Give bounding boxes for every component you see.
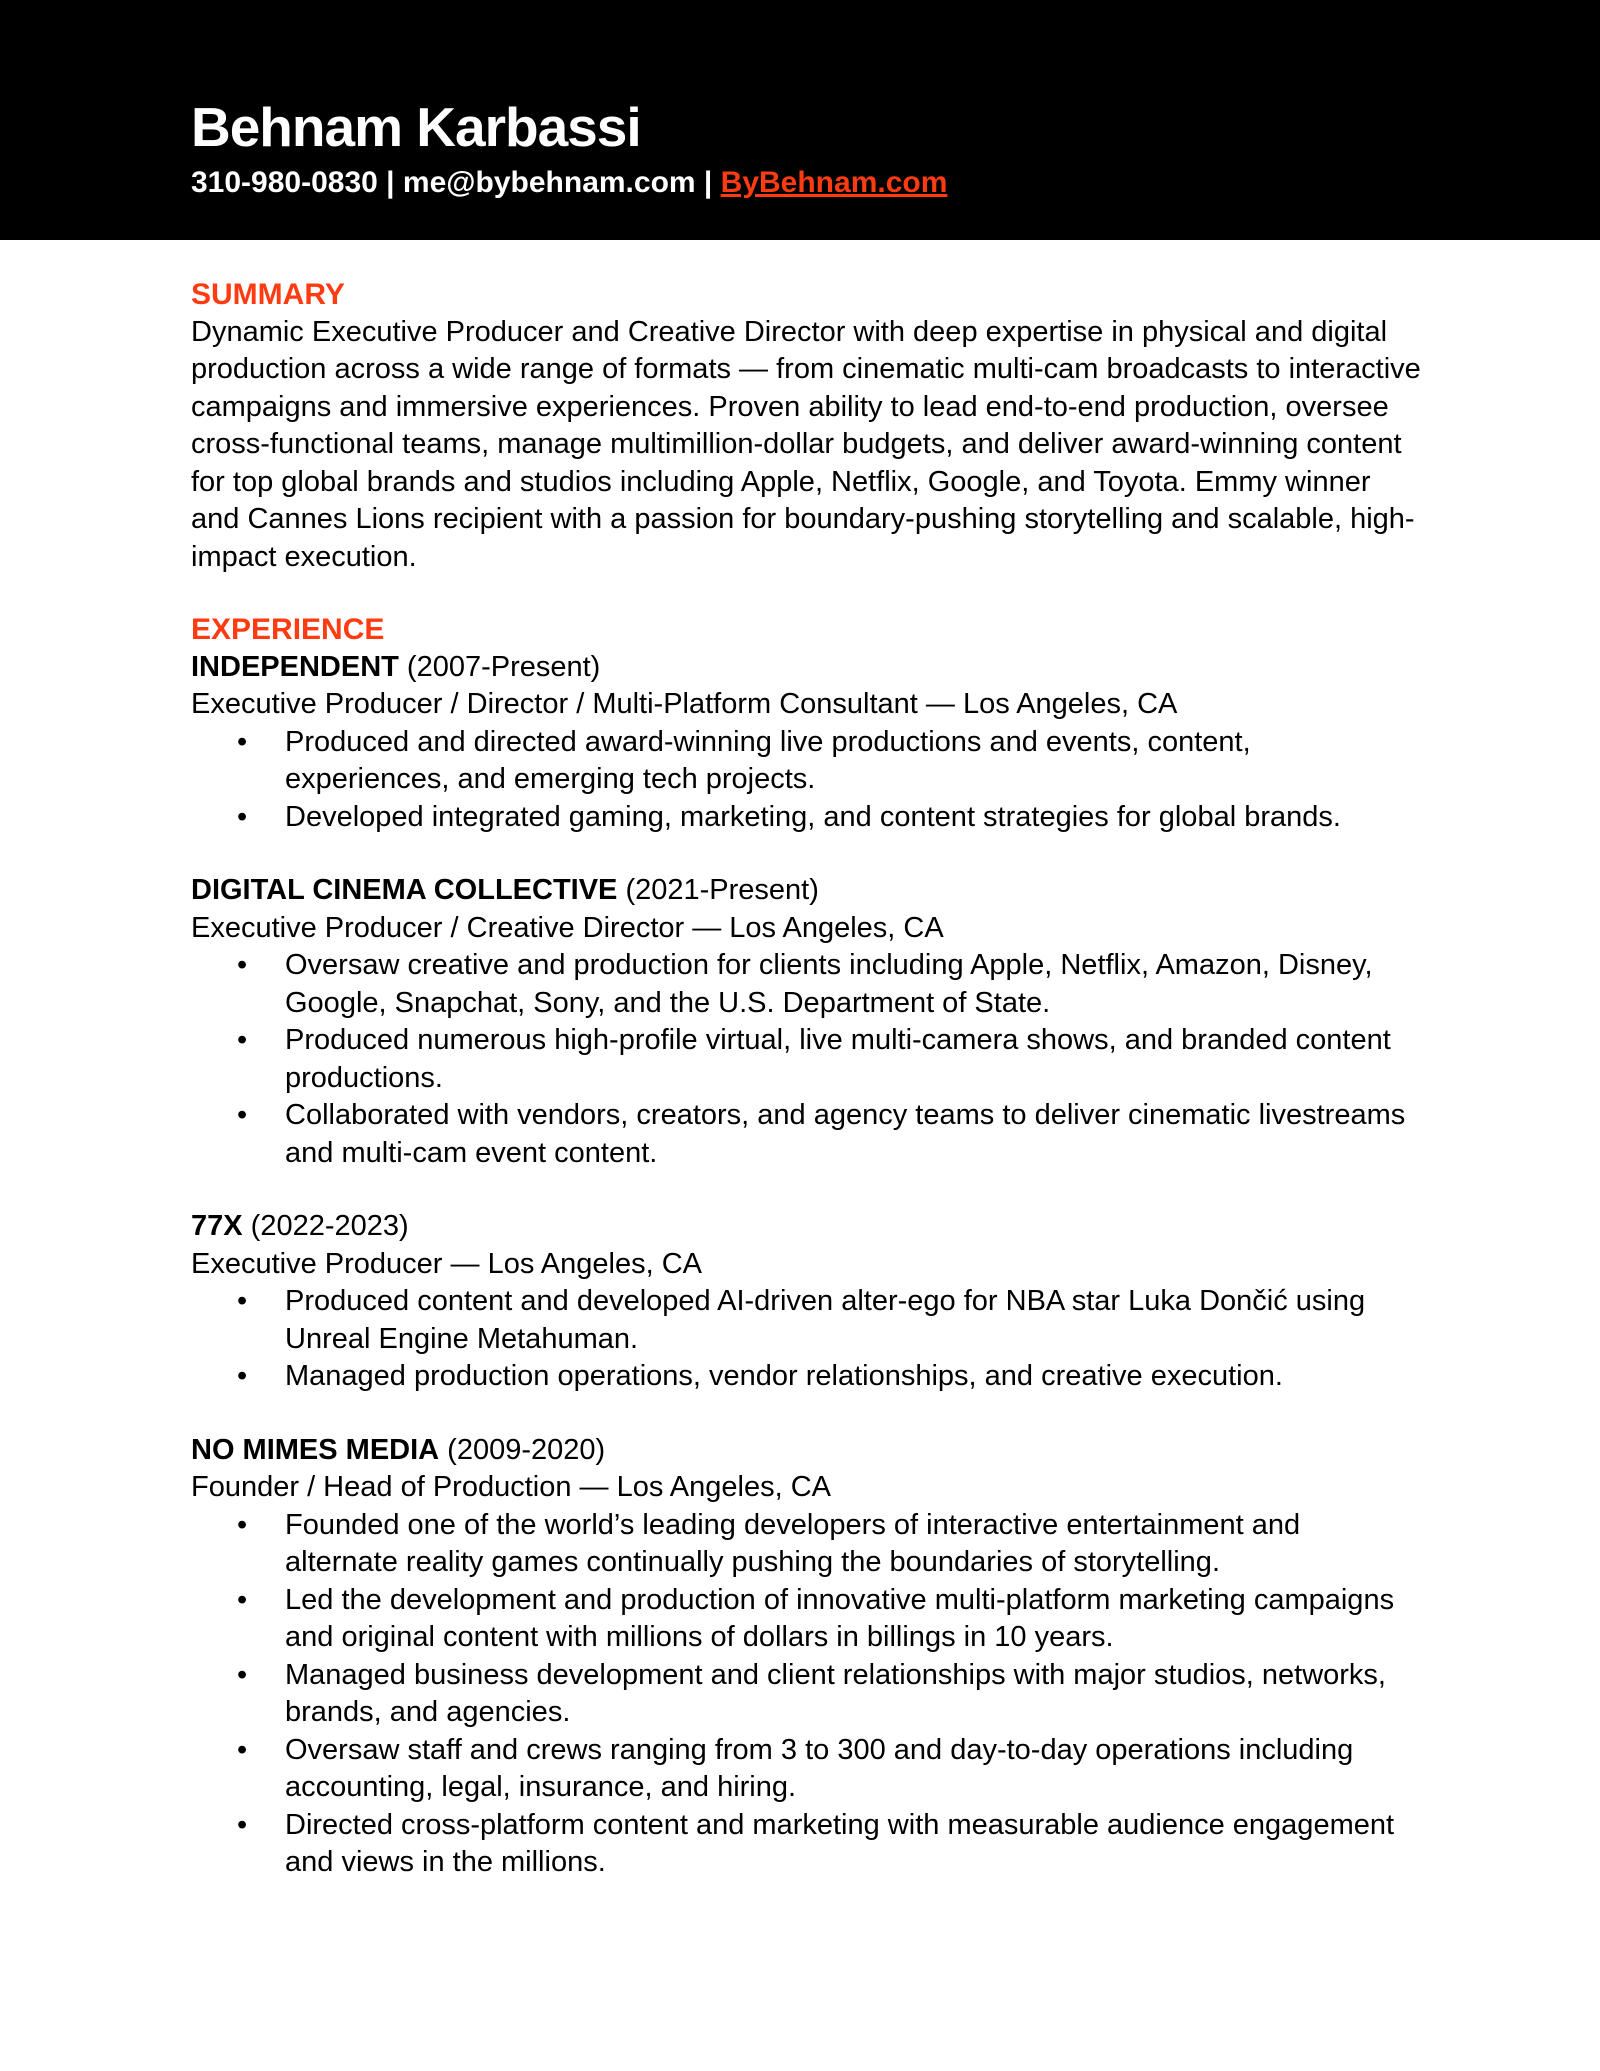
bullet-item: • Produced and directed award-winning live productions and events, content, experiences, and emerging tech projects. xyxy=(191,724,1421,799)
email-address: me@bybehnam.com xyxy=(402,166,696,199)
bullet-item: • Managed business development and client relationships with major studios, networks, brands, and agencies. xyxy=(191,1657,1421,1732)
job-header xyxy=(191,1432,1421,1470)
bullet-item: • Led the development and production of innovative multi-platform marketing campaigns and original content with millions of dollars in billings in 10 years. xyxy=(191,1582,1421,1657)
company-name: 77X xyxy=(191,1210,243,1242)
job-role: Founder / Head of Production — Los Angeles, CA xyxy=(191,1471,831,1503)
job-dates: (2021-Present) xyxy=(617,874,819,906)
job-role: Executive Producer / Creative Director — Los Angeles, CA xyxy=(191,911,944,944)
header-band xyxy=(0,0,1600,240)
phone-number: 310-980-0830 xyxy=(191,166,378,199)
job-role: Executive Producer — Los Angeles, CA xyxy=(191,1247,702,1280)
bullet-item: • Developed integrated gaming, marketing, and content strategies for global brands. xyxy=(191,799,1421,837)
job-entry-independent xyxy=(191,649,1421,837)
job-bullets xyxy=(191,1283,1421,1396)
job-dates: (2022-2023) xyxy=(242,1210,409,1242)
bullet-item: • Managed production operations, vendor relationships, and creative execution. xyxy=(191,1358,1421,1396)
resume-body xyxy=(191,276,1421,1882)
job-entry-digital-cinema-collective xyxy=(191,872,1421,1172)
company-name: NO MIMES MEDIA xyxy=(191,1433,440,1466)
job-dates: (2009-2020) xyxy=(439,1433,606,1466)
job-header xyxy=(191,872,1421,910)
experience-heading: EXPERIENCE xyxy=(191,613,385,646)
bullet-item: • Collaborated with vendors, creators, and agency teams to deliver cinematic livestreams and multi-cam event content. xyxy=(191,1097,1421,1172)
job-entry-77x xyxy=(191,1208,1421,1396)
summary-text: Dynamic Executive Producer and Creative Director with deep expertise in physical and digital production across a wide range of formats — from cinematic multi-cam broadcasts to interactive campaigns and immersive experiences. Proven ability to lead end-to-end production, oversee cross-functional teams, manage multimillion-dollar budgets, and deliver award-winning content for top global brands and studios including Apple, Netflix, Google, and Toyota. Emmy winner and Cannes Lions recipient with a passion for boundary-pushing storytelling and scalable, high-impact execution. xyxy=(191,315,1421,573)
job-bullets xyxy=(191,947,1421,1172)
job-header xyxy=(191,1208,1421,1246)
contact-separator: | xyxy=(695,166,721,199)
bullet-item: • Founded one of the world’s leading developers of interactive entertainment and alternate reality games continually pushing the boundaries of storytelling. xyxy=(191,1507,1421,1582)
company-name: DIGITAL CINEMA COLLECTIVE xyxy=(191,874,618,906)
bullet-item: • Produced content and developed AI-driven alter-ego for NBA star Luka Dončić using Unreal Engine Metahuman. xyxy=(191,1283,1421,1358)
contact-line xyxy=(191,168,947,198)
job-role: Executive Producer / Director / Multi-Platform Consultant — Los Angeles, CA xyxy=(191,688,1178,720)
bullet-item: • Produced numerous high-profile virtual, live multi-camera shows, and branded content productions. xyxy=(191,1022,1421,1097)
job-dates: (2007-Present) xyxy=(398,650,601,683)
company-name: INDEPENDENT xyxy=(191,650,399,683)
candidate-name: Behnam Karbassi xyxy=(191,96,641,158)
bullet-item: • Oversaw creative and production for clients including Apple, Netflix, Amazon, Disney, Google, Snapchat, Sony, and the U.S. Department of State. xyxy=(191,947,1421,1022)
website-link[interactable]: ByBehnam.com xyxy=(720,166,948,199)
contact-separator: | xyxy=(377,166,403,199)
summary-heading: SUMMARY xyxy=(191,278,345,311)
job-bullets xyxy=(191,724,1421,837)
job-entry-no-mimes-media xyxy=(191,1432,1421,1882)
job-header xyxy=(191,649,1421,687)
bullet-item: • Directed cross-platform content and marketing with measurable audience engagement and views in the millions. xyxy=(191,1807,1421,1882)
bullet-item: • Oversaw staff and crews ranging from 3 to 300 and day-to-day operations including accounting, legal, insurance, and hiring. xyxy=(191,1732,1421,1807)
job-bullets xyxy=(191,1507,1421,1882)
